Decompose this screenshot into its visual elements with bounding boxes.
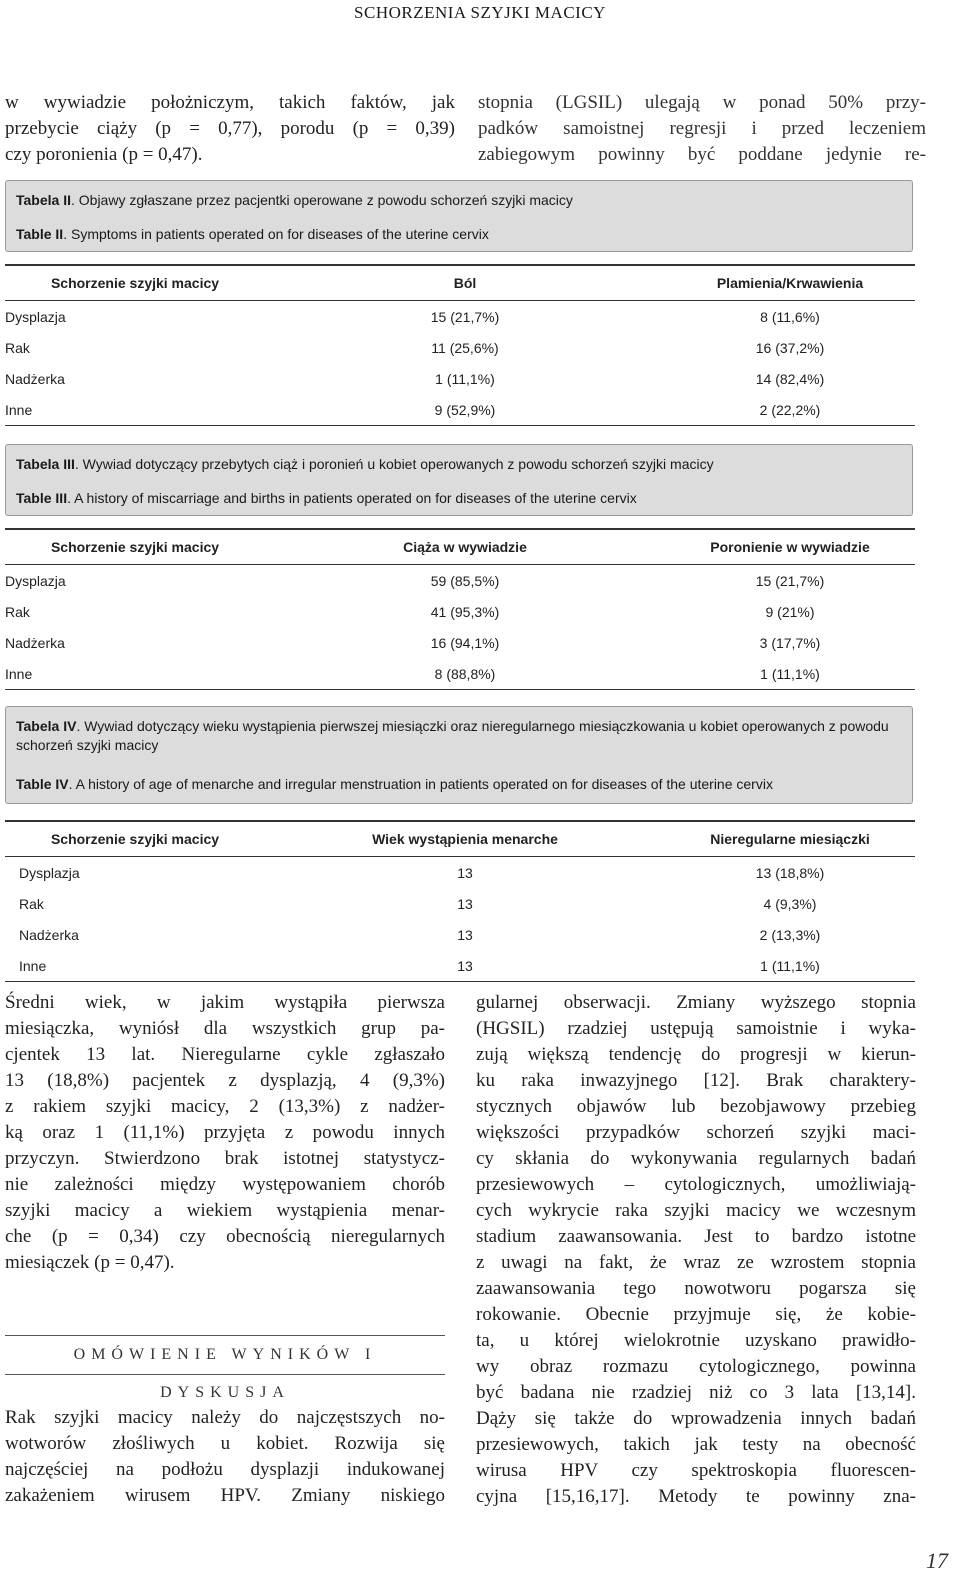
text-line: zują większą tendencję do progresji w kierun- — [476, 1044, 916, 1065]
table-cell: 15 (21,7%) — [430, 308, 500, 325]
text-line: (HGSIL) rzadziej ustępują samoistnie i wyka- — [476, 1018, 916, 1039]
table-row — [5, 394, 915, 426]
table-row — [5, 950, 915, 982]
table-cell: Nadżerka — [19, 926, 79, 943]
table-cell: 13 (18,8%) — [755, 864, 825, 881]
table3-caption-en: Table III. A history of miscarriage and births in patients operated on for diseases of the uterine cervix — [16, 490, 637, 506]
text-line: szyjki macicy a wiekiem wystąpienia menar- — [5, 1200, 445, 1221]
text-line: czy poronienia (p = 0,47). — [5, 144, 203, 165]
table3-caption — [5, 444, 913, 516]
table-cell: 1 (11,1%) — [435, 370, 495, 387]
column-header: Schorzenie szyjki macicy — [5, 821, 265, 857]
text-line: stycznych objawów lub bezobjawowy przebieg — [476, 1096, 916, 1117]
text-line: przesiewowych, takich jak testy na obecność — [476, 1434, 916, 1455]
table-row — [5, 596, 915, 627]
table-cell: 59 (85,5%) — [430, 572, 500, 589]
text-line: ką oraz 1 (11,1%) przyjęta z powodu innych — [5, 1122, 445, 1143]
text-line: cych wykrycie raka szyjki macicy we wczesnym — [476, 1200, 916, 1221]
body-right-column — [476, 990, 916, 1510]
text-line: Średni wiek, w jakim wystąpiła pierwsza — [5, 992, 445, 1013]
table-cell: 13 — [457, 926, 473, 943]
text-line: zakażeniem wirusem HPV. Zmiany niskiego — [5, 1485, 445, 1506]
table-cell: Rak — [19, 895, 44, 912]
table-cell: Dysplazja — [5, 308, 66, 325]
text-line: ku raka inwazyjnego [12]. Brak charaktery- — [476, 1070, 916, 1091]
table-row — [5, 565, 915, 597]
text-line: nie zależności między występowaniem chorób — [5, 1174, 445, 1195]
page-number: 17 — [926, 1548, 948, 1573]
table-cell: Nadżerka — [5, 370, 65, 387]
table-cell: 41 (95,3%) — [430, 603, 500, 620]
table4 — [5, 820, 915, 982]
intro-right-column — [478, 90, 926, 168]
table-cell: 16 (37,2%) — [755, 339, 825, 356]
text-line: wy obraz rozmazu cytologicznego, powinna — [476, 1356, 916, 1377]
text-line: miesiączek (p = 0,47). — [5, 1252, 175, 1273]
table-row — [5, 301, 915, 333]
table-cell: Inne — [5, 950, 265, 982]
table2 — [5, 264, 915, 426]
text-line: gularnej obserwacji. Zmiany wyższego stopnia — [476, 992, 916, 1013]
text-line: przesiewowych – cytologicznych, umożliwiają- — [476, 1174, 916, 1195]
table-cell: 13 — [265, 950, 665, 982]
text-line: przyczyn. Stwierdzono brak istotnej statystycz- — [5, 1148, 445, 1169]
table-header-row — [5, 529, 915, 565]
text-line: zaawansowania tego nowotworu pogarsza się — [476, 1278, 916, 1299]
text-line: wirusa HPV czy spektroskopia fluorescen- — [476, 1460, 916, 1481]
table-cell: Inne — [5, 394, 265, 426]
text-line: Rak szyjki macicy należy do najczęstszych no- — [5, 1407, 445, 1428]
table-cell: 1 (11,1%) — [665, 658, 915, 690]
text-line: ta, u której wielokrotnie uzyskano prawidło- — [476, 1330, 916, 1351]
table-row — [5, 627, 915, 658]
table-cell: Rak — [5, 603, 30, 620]
table4-caption-pl: Tabela IV. Wywiad dotyczący wieku wystąpienia pierwszej miesiączki oraz nieregularnego miesiączkowania u kobiet operowanych z powodu schorzeń szyjki macicy — [16, 718, 889, 753]
table3-caption-pl: Tabela III. Wywiad dotyczący przebytych ciąż i poronień u kobiet operowanych z powodu schorzeń szyjki macicy — [16, 456, 714, 472]
table-cell: 1 (11,1%) — [665, 950, 915, 982]
table-header-row — [5, 265, 915, 301]
text-line: rokowanie. Obecnie przyjmuje się, że kobie- — [476, 1304, 916, 1325]
table-cell: Dysplazja — [19, 864, 80, 881]
table-cell: 14 (82,4%) — [755, 370, 825, 387]
table4-caption — [5, 706, 913, 804]
table-row — [5, 857, 915, 889]
column-header: Wiek wystąpienia menarche — [265, 821, 665, 857]
column-header: Poronienie w wywiadzie — [665, 529, 915, 565]
table-header-row — [5, 821, 915, 857]
table-row — [5, 332, 915, 363]
table-cell: 8 (11,6%) — [760, 308, 820, 325]
discussion-left-column — [5, 1405, 445, 1509]
table-row — [5, 888, 915, 919]
table2-caption — [5, 180, 913, 252]
table-cell: Nadżerka — [5, 634, 65, 651]
text-line: w wywiadzie położniczym, takich faktów, jak — [5, 92, 455, 113]
body-left-column — [5, 990, 445, 1276]
table-cell: 2 (13,3%) — [759, 926, 821, 943]
table-cell: 13 — [457, 864, 473, 881]
table-cell: 9 (52,9%) — [265, 394, 665, 426]
table-row — [5, 919, 915, 950]
table-cell: 9 (21%) — [765, 603, 815, 620]
text-line: z uwagi na fakt, że wraz ze wzrostem stopnia — [476, 1252, 916, 1273]
text-line: 13 (18,8%) pacjentek z dysplazją, 4 (9,3%) — [5, 1070, 445, 1091]
text-line: cjentek 13 lat. Nieregularne cykle zgłaszało — [5, 1044, 445, 1065]
table3 — [5, 528, 915, 690]
table-cell: 11 (25,6%) — [431, 339, 499, 356]
column-header: Ciąża w wywiadzie — [265, 529, 665, 565]
text-line: stopnia (LGSIL) ulegają w ponad 50% przy- — [478, 92, 926, 113]
text-line: miesiączka, wyniósł dla wszystkich grup pa- — [5, 1018, 445, 1039]
column-header: Schorzenie szyjki macicy — [5, 529, 265, 565]
table-cell: Rak — [5, 339, 30, 356]
running-header: SCHORZENIA SZYJKI MACICY — [354, 3, 606, 22]
table-row — [5, 363, 915, 394]
table-row — [5, 658, 915, 690]
text-line: być badana nie rzadziej niż co 3 lata [13,14]. — [476, 1382, 916, 1403]
text-line: przebycie ciąży (p = 0,77), porodu (p = 0,39) — [5, 118, 455, 139]
text-line: cyjna [15,16,17]. Metody te powinny zna- — [476, 1486, 916, 1507]
text-line: najczęściej na podłożu dysplazji indukowanej — [5, 1459, 445, 1480]
text-line: z rakiem szyjki macicy, 2 (13,3%) z nadżer- — [5, 1096, 445, 1117]
table-cell: 4 (9,3%) — [763, 895, 817, 912]
text-line: cy skłania do wykonywania regularnych badań — [476, 1148, 916, 1169]
text-line: wotworów złośliwych u kobiet. Rozwija się — [5, 1433, 445, 1454]
table-cell: 15 (21,7%) — [755, 572, 825, 589]
table2-caption-en: Table II. Symptoms in patients operated on for diseases of the uterine cervix — [16, 226, 489, 242]
table-cell: 8 (88,8%) — [265, 658, 665, 690]
text-line: padków samoistnej regresji i przed leczeniem — [478, 118, 926, 139]
table-cell: 16 (94,1%) — [430, 634, 500, 651]
text-line: Dąży się także do wprowadzenia innych badań — [476, 1408, 916, 1429]
intro-left-column — [5, 90, 455, 168]
table-cell: Inne — [5, 658, 265, 690]
table2-caption-pl: Tabela II. Objawy zgłaszane przez pacjentki operowane z powodu schorzeń szyjki macicy — [16, 192, 573, 208]
column-header: Nieregularne miesiączki — [665, 821, 915, 857]
table-cell: Dysplazja — [5, 572, 66, 589]
text-line: większości przypadków schorzeń szyjki maci- — [476, 1122, 916, 1143]
table4-caption-en: Table IV. A history of age of menarche and irregular menstruation in patients operated on for diseases of the uterine cervix — [16, 776, 773, 792]
table-cell: 2 (22,2%) — [665, 394, 915, 426]
table-cell: 13 — [457, 895, 473, 912]
text-line: zabiegowym powinny być poddane jedynie re- — [478, 144, 926, 165]
text-line: che (p = 0,34) czy obecnością nieregularnych — [5, 1226, 445, 1247]
table-cell: 3 (17,7%) — [759, 634, 821, 651]
text-line: stadium zaawansowania. Jest to bardzo istotne — [476, 1226, 916, 1247]
column-header: Schorzenie szyjki macicy — [5, 265, 265, 301]
column-header: Ból — [265, 265, 665, 301]
section-heading: OMÓWIENIE WYNIKÓW I DYSKUSJA — [5, 1335, 445, 1375]
column-header: Plamienia/Krwawienia — [665, 265, 915, 301]
